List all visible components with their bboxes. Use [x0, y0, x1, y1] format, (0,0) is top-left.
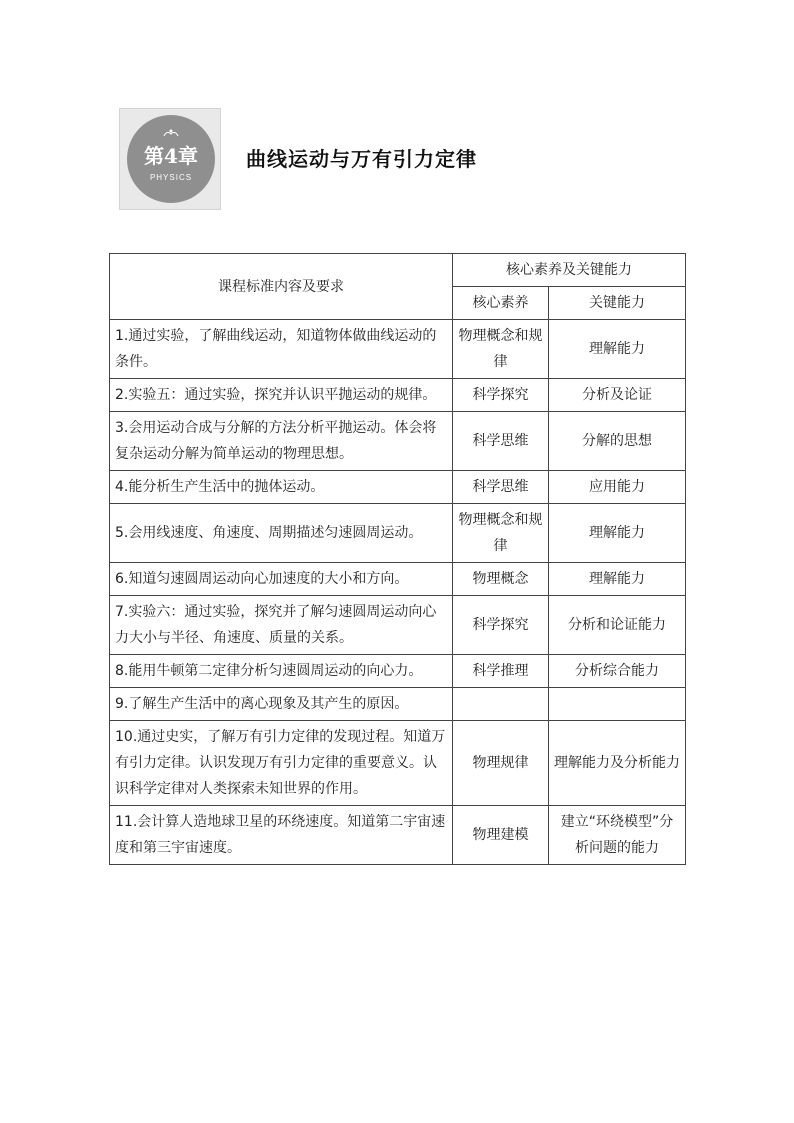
requirement-cell: 2.实验五：通过实验，探究并认识平抛运动的规律。 — [110, 379, 453, 412]
ability-cell: 建立“环绕模型”分析问题的能力 — [549, 806, 686, 865]
chapter-badge — [119, 108, 221, 210]
literacy-cell: 物理建模 — [453, 806, 549, 865]
literacy-cell: 科学思维 — [453, 412, 549, 471]
requirement-cell: 10.通过史实，了解万有引力定律的发现过程。知道万有引力定律。认识发现万有引力定律的重要意义。认识科学定律对人类探索未知世界的作用。 — [110, 721, 453, 806]
literacy-cell: 科学推理 — [453, 655, 549, 688]
ornament-icon — [163, 128, 179, 138]
requirement-cell: 4.能分析生产生活中的抛体运动。 — [110, 471, 453, 504]
requirement-cell: 11.会计算人造地球卫星的环绕速度。知道第二宇宙速度和第三宇宙速度。 — [110, 806, 453, 865]
table-row — [110, 688, 686, 721]
chapter-number: 第4章 — [144, 144, 198, 168]
requirement-cell: 1.通过实验，了解曲线运动，知道物体做曲线运动的条件。 — [110, 320, 453, 379]
ability-cell: 分析及论证 — [549, 379, 686, 412]
literacy-cell: 物理概念 — [453, 563, 549, 596]
ability-cell: 应用能力 — [549, 471, 686, 504]
header-group: 核心素养及关键能力 — [453, 254, 686, 287]
literacy-cell: 科学思维 — [453, 471, 549, 504]
header-requirements: 课程标准内容及要求 — [110, 254, 453, 320]
ability-cell: 分析和论证能力 — [549, 596, 686, 655]
requirement-cell: 5.会用线速度、角速度、周期描述匀速圆周运动。 — [110, 504, 453, 563]
table-row — [110, 721, 686, 806]
literacy-cell: 物理规律 — [453, 721, 549, 806]
table-row — [110, 655, 686, 688]
literacy-cell: 科学探究 — [453, 379, 549, 412]
requirement-cell: 8.能用牛顿第二定律分析匀速圆周运动的向心力。 — [110, 655, 453, 688]
ability-cell — [549, 688, 686, 721]
literacy-cell: 物理概念和规律 — [453, 320, 549, 379]
requirement-cell: 6.知道匀速圆周运动向心加速度的大小和方向。 — [110, 563, 453, 596]
table-row — [110, 806, 686, 865]
table-row — [110, 379, 686, 412]
literacy-cell: 物理概念和规律 — [453, 504, 549, 563]
table-row — [110, 504, 686, 563]
ability-cell: 理解能力 — [549, 563, 686, 596]
literacy-cell: 科学探究 — [453, 596, 549, 655]
ability-cell: 理解能力及分析能力 — [549, 721, 686, 806]
badge-circle — [127, 115, 215, 203]
requirement-cell: 7.实验六：通过实验，探究并了解匀速圆周运动向心力大小与半径、角速度、质量的关系。 — [110, 596, 453, 655]
page-title: 曲线运动与万有引力定律 — [246, 147, 477, 171]
literacy-cell — [453, 688, 549, 721]
ability-cell: 理解能力 — [549, 320, 686, 379]
ability-cell: 分析综合能力 — [549, 655, 686, 688]
table-row — [110, 471, 686, 504]
table-row — [110, 412, 686, 471]
table-row — [110, 596, 686, 655]
requirement-cell: 9.了解生产生活中的离心现象及其产生的原因。 — [110, 688, 453, 721]
curriculum-table — [109, 253, 686, 865]
requirement-cell: 3.会用运动合成与分解的方法分析平抛运动。体会将复杂运动分解为简单运动的物理思想。 — [110, 412, 453, 471]
badge-subtitle: PHYSICS — [149, 173, 193, 182]
table-row — [110, 320, 686, 379]
header-literacy: 核心素养 — [453, 287, 549, 320]
table-row — [110, 563, 686, 596]
ability-cell: 理解能力 — [549, 504, 686, 563]
ability-cell: 分解的思想 — [549, 412, 686, 471]
header-ability: 关键能力 — [549, 287, 686, 320]
